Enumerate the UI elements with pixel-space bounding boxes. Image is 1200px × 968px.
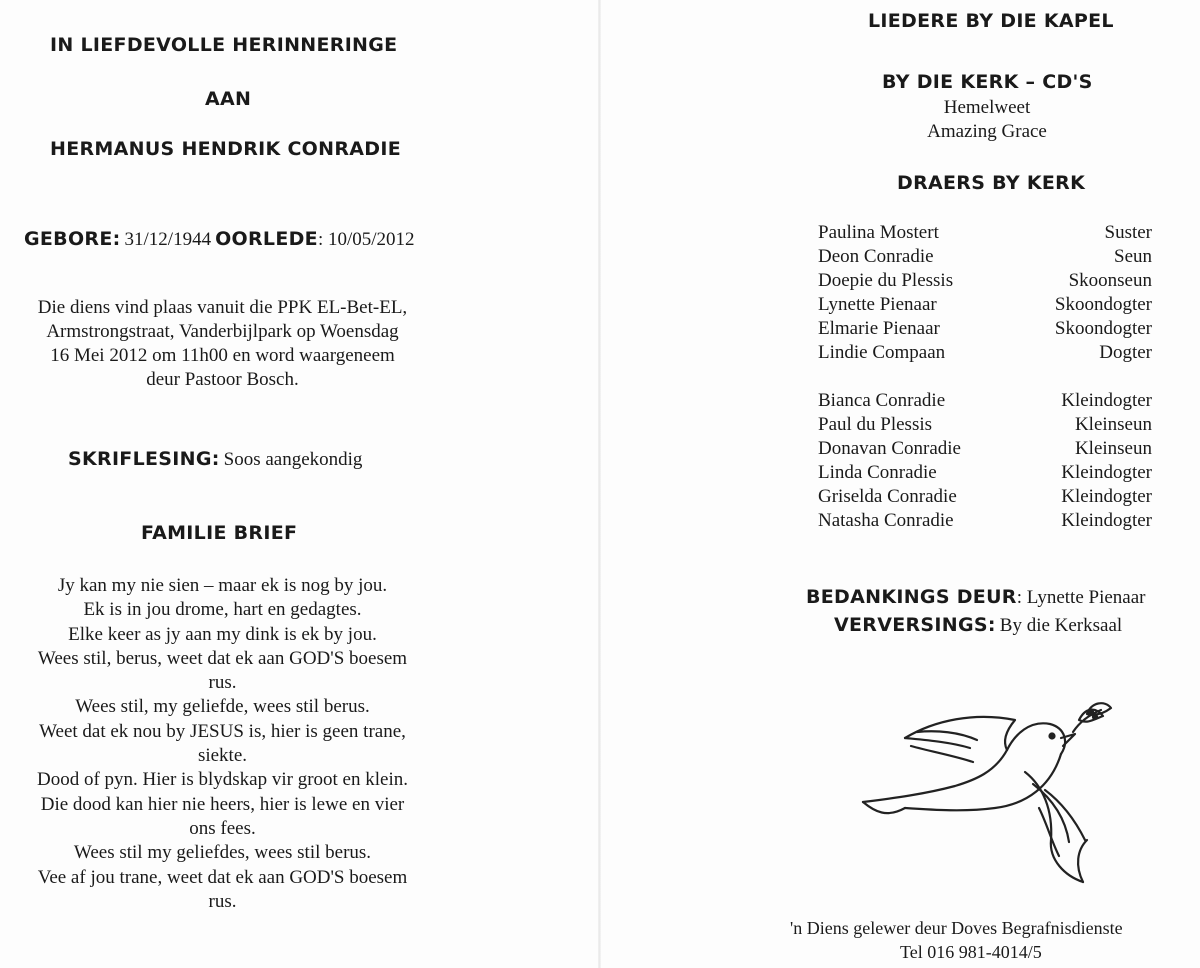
bearer-relation: Skoondogter — [1054, 318, 1152, 339]
bearer-name: Donavan Conradie — [818, 438, 961, 459]
poem-line: Elke keer as jy aan my dink is ek by jou. — [68, 623, 377, 645]
poem-line: Ek is in jou drome, hart en gedagtes. — [83, 599, 362, 621]
bearer-name: Linda Conradie — [818, 462, 937, 483]
thanks-value: : Lynette Pienaar — [1016, 587, 1146, 608]
memorial-to: AAN — [205, 88, 252, 110]
reading-value: Soos aangekondig — [223, 449, 363, 470]
service-line: deur Pastoor Bosch. — [146, 369, 299, 390]
service-line: Armstrongstraat, Vanderbijlpark op Woensdag — [46, 321, 399, 342]
deceased-name: HERMANUS HENDRIK CONRADIE — [50, 138, 401, 160]
reading-line — [68, 448, 362, 471]
bearer-name: Griselda Conradie — [818, 486, 957, 507]
song-list — [890, 96, 1084, 144]
poem-line: Wees stil my geliefdes, wees stil berus. — [73, 842, 372, 864]
bearer-row — [818, 438, 1152, 462]
poem-line: rus. — [208, 890, 237, 912]
bearer-row — [818, 342, 1152, 366]
memorial-header: IN LIEFDEVOLLE HERINNERINGE — [50, 34, 398, 56]
letter-title: FAMILIE BRIEF — [141, 522, 298, 544]
refreshments-value: By die Kerksaal — [999, 615, 1123, 636]
bearer-name: Deon Conradie — [818, 246, 934, 267]
bearer-relation: Kleindogter — [1061, 462, 1152, 483]
service-line: Die diens vind plaas vanuit die PPK EL-Bet-EL, — [37, 297, 408, 318]
bearer-relation: Skoondogter — [1054, 294, 1152, 315]
bearer-name: Lindie Compaan — [818, 342, 946, 363]
bearer-row — [818, 270, 1152, 294]
service-line: 16 Mei 2012 om 11h00 en word waargeneem — [50, 345, 395, 366]
bearer-relation: Skoonseun — [1068, 270, 1152, 291]
footer-service: 'n Diens gelewer deur Doves Begrafnisdienste — [790, 918, 1123, 938]
bearer-relation: Kleindogter — [1061, 510, 1152, 531]
bearer-row — [818, 462, 1152, 486]
dates-line — [24, 228, 415, 251]
refreshments-line — [834, 614, 1122, 637]
bearer-relation: Kleinseun — [1074, 414, 1152, 435]
born-date: 31/12/1944 — [124, 229, 212, 250]
bearer-name: Bianca Conradie — [818, 390, 946, 411]
poem-line: Vee af jou trane, weet dat ek aan GOD'S boesem — [37, 866, 408, 888]
poem-line: rus. — [208, 672, 237, 694]
born-label: GEBORE: — [24, 228, 121, 250]
bearer-row — [818, 390, 1152, 414]
bearer-relation: Kleindogter — [1061, 486, 1152, 507]
song-item: Amazing Grace — [927, 121, 1047, 142]
song-item: Hemelweet — [943, 97, 1031, 118]
church-cds-title: BY DIE KERK – CD'S — [882, 71, 1093, 93]
poem-line: ons fees. — [189, 817, 256, 839]
bearer-row — [818, 246, 1152, 270]
bearer-name: Doepie du Plessis — [818, 270, 954, 291]
bearer-name: Elmarie Pienaar — [818, 318, 940, 339]
thanks-line — [806, 586, 1145, 609]
bearers-title: DRAERS BY KERK — [897, 172, 1086, 194]
bearer-row — [818, 318, 1152, 342]
bearer-name: Natasha Conradie — [818, 510, 954, 531]
died-date: : 10/05/2012 — [317, 229, 415, 250]
thanks-label: BEDANKINGS DEUR — [806, 586, 1017, 608]
poem-line: Weet dat ek nou by JESUS is, hier is geen trane, — [39, 720, 406, 742]
bearer-row — [818, 294, 1152, 318]
bearer-name: Paulina Mostert — [818, 222, 939, 243]
bearer-relation: Suster — [1104, 222, 1152, 243]
poem-line: Wees stil, berus, weet dat ek aan GOD'S boesem — [37, 647, 408, 669]
bearer-row — [818, 486, 1152, 510]
service-paragraph — [0, 296, 445, 392]
dove-icon — [855, 690, 1115, 890]
poem-line: Wees stil, my geliefde, wees stil berus. — [75, 696, 370, 718]
bearer-row — [818, 222, 1152, 246]
bearer-name: Lynette Pienaar — [818, 294, 937, 315]
poem-line: Jy kan my nie sien – maar ek is nog by jou. — [57, 575, 388, 596]
chapel-songs-title: LIEDERE BY DIE KAPEL — [868, 10, 1114, 32]
reading-label: SKRIFLESING: — [68, 448, 220, 470]
bearer-relation: Kleindogter — [1061, 390, 1152, 411]
poem-line: Dood of pyn. Hier is blydskap vir groot en klein. — [37, 769, 408, 791]
bearer-relation: Dogter — [1099, 342, 1152, 363]
poem-line: Die dood kan hier nie heers, hier is lewe en vier — [40, 793, 405, 815]
family-letter-poem — [0, 574, 445, 914]
footer-phone: Tel 016 981-4014/5 — [900, 942, 1042, 962]
bearer-name: Paul du Plessis — [818, 414, 933, 435]
bearer-relation: Kleinseun — [1074, 438, 1152, 459]
bearer-row — [818, 414, 1152, 438]
refreshments-label: VERVERSINGS: — [834, 614, 996, 636]
died-label: OORLEDE — [215, 228, 318, 250]
poem-line: siekte. — [197, 745, 248, 767]
bearer-row — [818, 510, 1152, 534]
bearer-relation: Seun — [1114, 246, 1152, 267]
